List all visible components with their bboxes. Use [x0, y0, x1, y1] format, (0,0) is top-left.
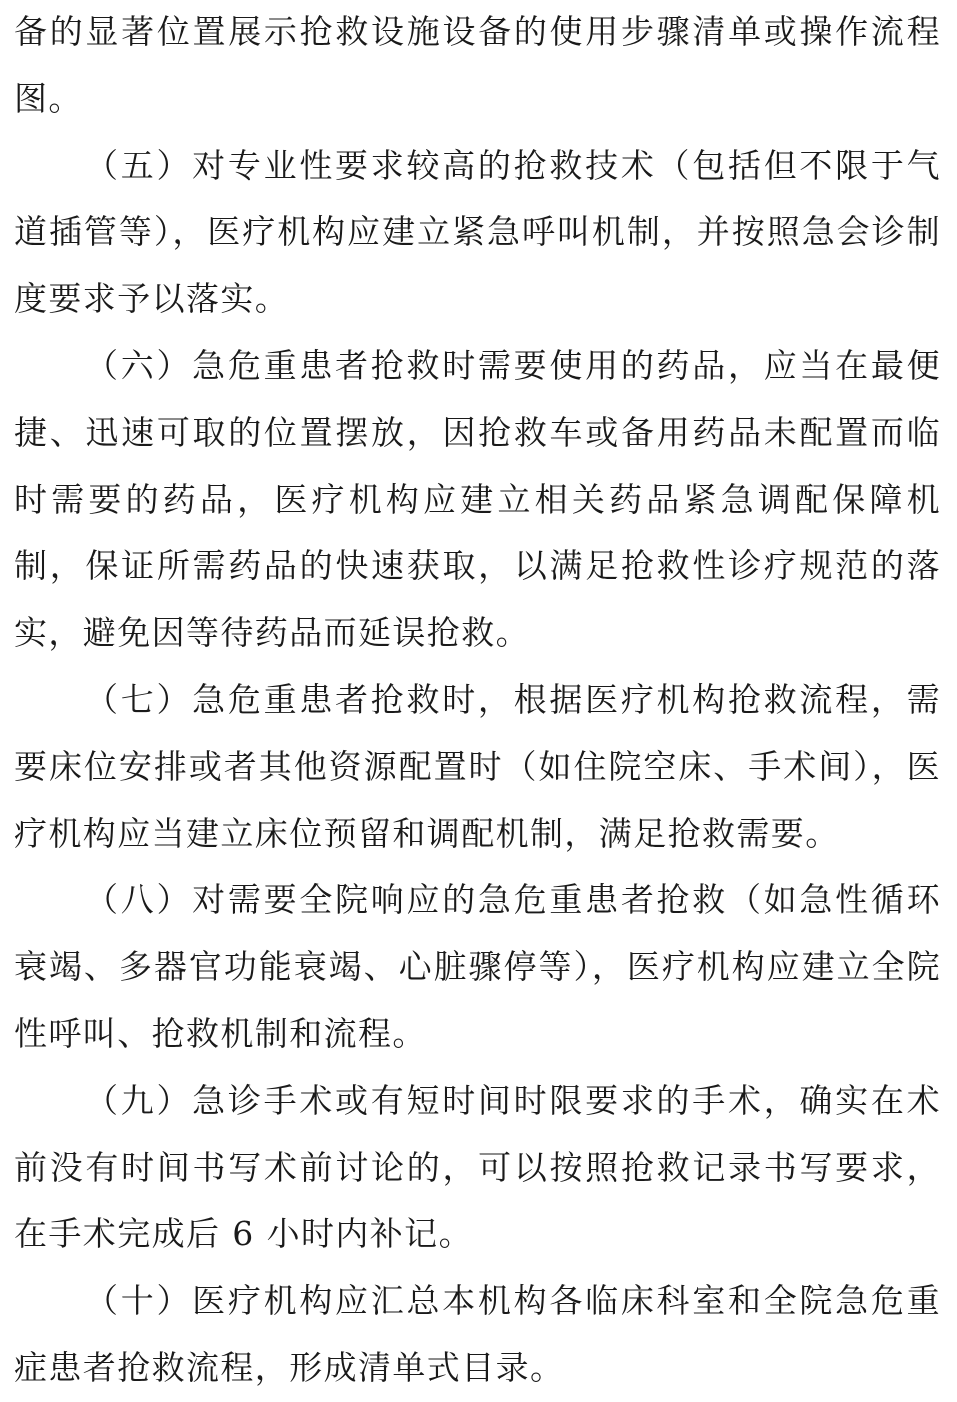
paragraph-item-10: （十）医疗机构应汇总本机构各临床科室和全院急危重症患者抢救流程，形成清单式目录。 — [14, 1281, 941, 1387]
paragraph-item-6: （六）急危重患者抢救时需要使用的药品，应当在最便捷、迅速可取的位置摆放，因抢救车或备用药品未配置而临时需要的药品，医疗机构应建立相关药品紧急调配保障机制，保证所需药品的快速获取，以满足抢救性诊疗规范的落实，避免因等待药品而延误抢救。 — [14, 345, 941, 653]
paragraph-continuation: 备的显著位置展示抢救设施设备的使用步骤清单或操作流程图。 — [14, 12, 941, 118]
paragraph-item-7: （七）急危重患者抢救时，根据医疗机构抢救流程，需要床位安排或者其他资源配置时（如住院空床、手术间），医疗机构应当建立床位预留和调配机制，满足抢救需要。 — [14, 679, 941, 853]
paragraph-item-5: （五）对专业性要求较高的抢救技术（包括但不限于气道插管等），医疗机构应建立紧急呼叫机制，并按照急会诊制度要求予以落实。 — [14, 145, 941, 319]
paragraph-item-9: （九）急诊手术或有短时间时限要求的手术，确实在术前没有时间书写术前讨论的，可以按照抢救记录书写要求，在手术完成后 6 小时内补记。 — [14, 1080, 941, 1254]
paragraph-item-8: （八）对需要全院响应的急危重患者抢救（如急性循环衰竭、多器官功能衰竭、心脏骤停等），医疗机构应建立全院性呼叫、抢救机制和流程。 — [14, 880, 941, 1053]
